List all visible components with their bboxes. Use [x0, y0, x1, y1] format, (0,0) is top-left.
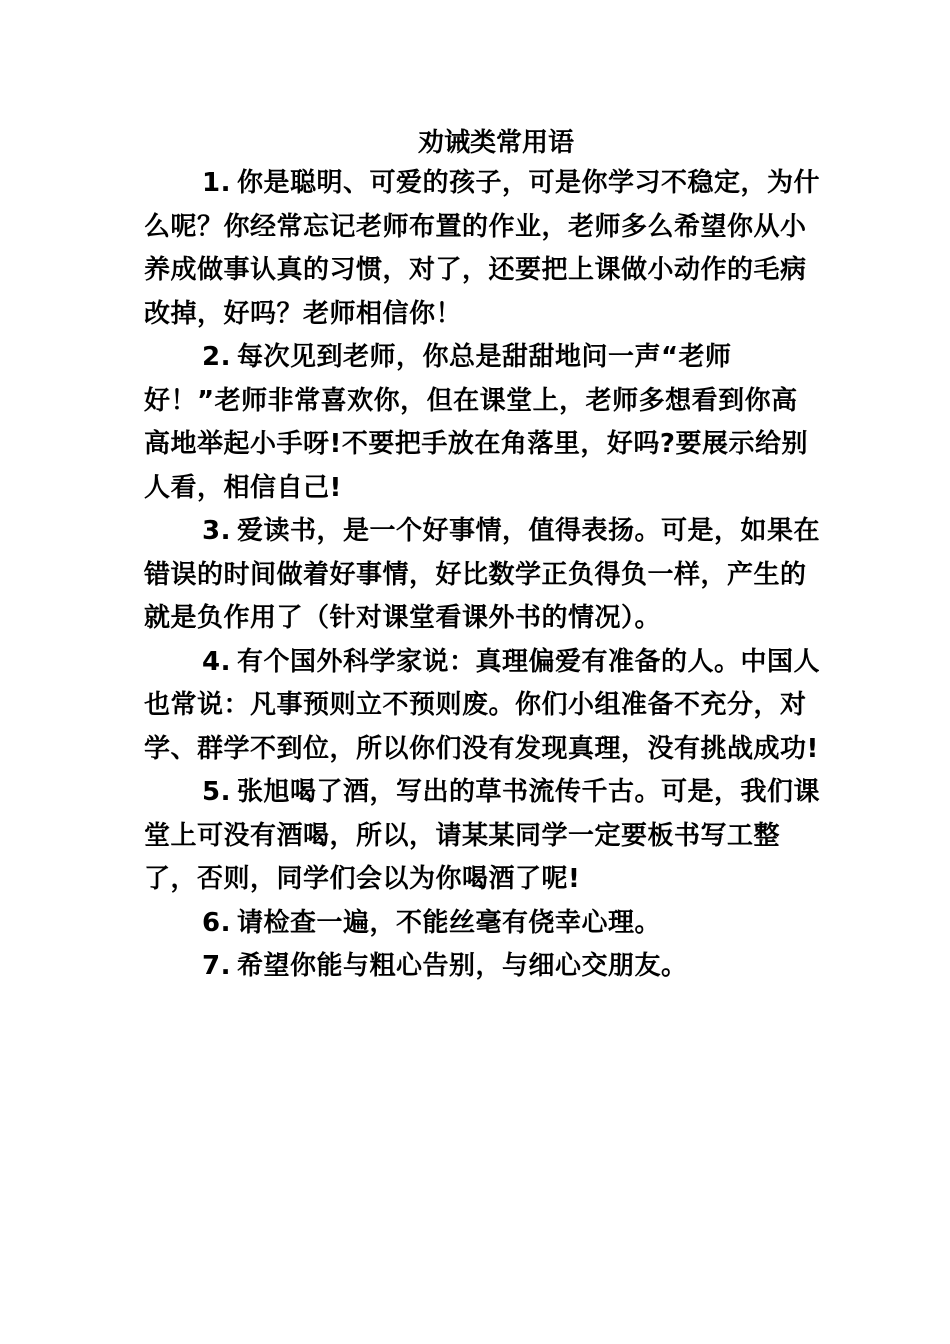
paragraph-5	[144, 771, 824, 902]
paragraph-number: 2.	[202, 342, 231, 372]
paragraph-text: 每次见到老师，你总是甜甜地问一声“老师好！”老师非常喜欢你，但在课堂上，老师多想看到你高高地举起小手呀!不要把手放在角落里，好吗?要展示给别人看，相信自己!	[144, 342, 808, 503]
paragraph-3	[144, 510, 824, 641]
paragraph-text: 爱读书，是一个好事情，值得表扬。可是，如果在错误的时间做着好事情，好比数学正负得负一样，产生的就是负作用了（针对课堂看课外书的情况）。	[144, 516, 820, 633]
paragraph-text: 有个国外科学家说：真理偏爱有准备的人。中国人也常说：凡事预则立不预则废。你们小组准备不充分，对学、群学不到位，所以你们没有发现真理，没有挑战成功!	[144, 646, 820, 764]
paragraph-number: 6.	[202, 907, 231, 938]
paragraph-7	[144, 945, 824, 989]
paragraph-text: 请检查一遍，不能丝毫有侥幸心理。	[236, 907, 661, 938]
paragraph-text: 张旭喝了酒，写出的草书流传千古。可是，我们课堂上可没有酒喝，所以，请某某同学一定要板书写工整了，否则，同学们会以为你喝酒了呢!	[144, 777, 820, 894]
paragraph-text: 你是聪明、可爱的孩子，可是你学习不稳定，为什么呢？你经常忘记老师布置的作业，老师多么希望你从小养成做事认真的习惯，对了，还要把上课做小动作的毛病改掉，好吗？老师相信你！	[144, 168, 820, 329]
paragraph-number: 7.	[202, 951, 231, 981]
paragraph-1	[144, 162, 824, 336]
document-page	[144, 120, 824, 989]
document-title: 劝诫类常用语	[417, 128, 574, 158]
paragraph-4	[144, 641, 824, 772]
paragraph-2	[144, 336, 824, 510]
paragraph-number: 1.	[202, 168, 231, 198]
paragraph-text: 希望你能与粗心告别，与细心交朋友。	[236, 951, 688, 981]
paragraph-number: 5.	[202, 777, 231, 807]
paragraph-number: 3.	[202, 516, 231, 546]
paragraph-6	[144, 902, 824, 946]
paragraph-number: 4.	[202, 646, 231, 677]
